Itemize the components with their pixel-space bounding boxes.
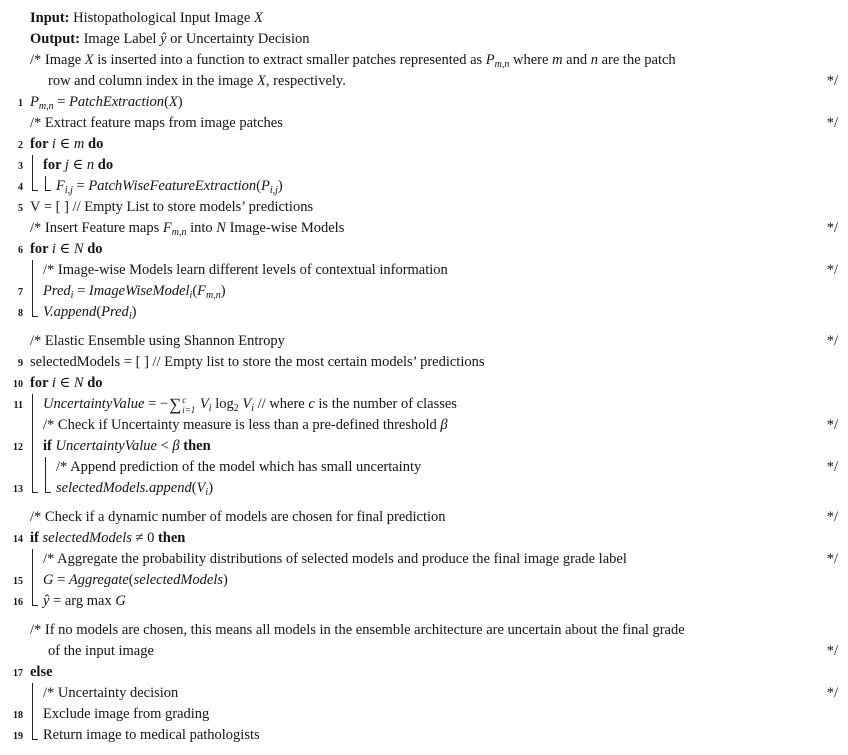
line-content bbox=[43, 725, 260, 746]
algorithm-line bbox=[4, 331, 838, 352]
summation-lower-limit: i=1 bbox=[182, 404, 196, 415]
plain-text: /* Extract feature maps from image patches bbox=[30, 115, 283, 131]
math-text: selectedModels bbox=[42, 530, 132, 546]
plain-text: /* Check if a dynamic number of models are chosen for final prediction bbox=[30, 509, 446, 525]
subscript-text: 2 bbox=[233, 403, 239, 414]
summation-limits bbox=[181, 396, 195, 416]
line-content bbox=[43, 570, 228, 591]
line-number bbox=[4, 457, 30, 478]
line-number: 16 bbox=[13, 597, 23, 608]
plain-text: ) bbox=[277, 178, 283, 194]
comment-close: */ bbox=[826, 73, 838, 89]
algorithm-line bbox=[4, 260, 838, 281]
block-end-guide bbox=[30, 478, 43, 499]
math-text: N bbox=[73, 375, 84, 391]
math-text: X bbox=[253, 10, 263, 26]
keyword-text: do bbox=[83, 241, 103, 257]
plain-text: /* Elastic Ensemble using Shannon Entropy bbox=[30, 333, 285, 349]
keyword-text: if bbox=[30, 530, 43, 546]
plain-text: = arg max bbox=[49, 593, 116, 609]
line-content bbox=[30, 352, 485, 373]
algorithm-line bbox=[4, 92, 838, 113]
math-text: X bbox=[84, 52, 94, 68]
plain-text: ∈ bbox=[55, 136, 74, 152]
line-content bbox=[43, 281, 226, 302]
line-number: 19 bbox=[13, 731, 23, 742]
subscript-text: i bbox=[189, 290, 193, 301]
block-bar-guide bbox=[30, 260, 43, 281]
keyword-text: do bbox=[84, 136, 104, 152]
plain-text: are the patch bbox=[597, 52, 676, 68]
comment-close: */ bbox=[826, 220, 838, 236]
plain-text: /* Append prediction of the model which has small uncertainty bbox=[56, 459, 422, 475]
comment-close: */ bbox=[826, 685, 838, 701]
math-text: V.append bbox=[43, 304, 97, 320]
algorithm-line bbox=[4, 704, 838, 725]
line-content bbox=[30, 50, 676, 71]
line-number: 8 bbox=[18, 308, 23, 319]
math-text: N bbox=[216, 220, 226, 236]
line-content bbox=[30, 620, 685, 641]
plain-text: log bbox=[211, 396, 234, 412]
line-number bbox=[4, 415, 30, 436]
plain-text: and bbox=[562, 52, 591, 68]
algorithm-line bbox=[4, 71, 838, 92]
math-text: N bbox=[73, 241, 84, 257]
math-text: X bbox=[257, 73, 266, 89]
plain-text: ∈ bbox=[55, 241, 74, 257]
block-bar-guide bbox=[30, 570, 43, 591]
math-text: UncertaintyValue bbox=[55, 438, 157, 454]
summation-upper-limit: c bbox=[182, 394, 187, 405]
line-content bbox=[30, 528, 185, 549]
subscript-text: m,n bbox=[38, 101, 54, 112]
algorithm-line bbox=[4, 113, 838, 134]
math-text: i bbox=[51, 241, 56, 257]
block-end-guide bbox=[43, 478, 56, 499]
plain-text: ) bbox=[220, 283, 226, 299]
algorithm-line bbox=[4, 507, 838, 528]
plain-text: = bbox=[72, 178, 89, 194]
plain-text: < bbox=[156, 438, 173, 454]
subscript-text: i bbox=[128, 311, 132, 322]
line-content bbox=[30, 29, 309, 50]
line-number bbox=[4, 331, 30, 352]
math-text: X bbox=[168, 94, 178, 110]
line-number bbox=[4, 8, 30, 29]
plain-text: ≠ 0 bbox=[131, 530, 158, 546]
math-text: PatchWiseFeatureExtraction bbox=[88, 178, 257, 194]
line-number: 1 bbox=[18, 98, 23, 109]
algorithm-line bbox=[4, 218, 838, 239]
math-text: Pred bbox=[101, 304, 129, 320]
block-bar-guide bbox=[30, 155, 43, 176]
subscript-text: i bbox=[70, 290, 74, 301]
algorithm-line bbox=[4, 528, 838, 549]
line-number: 17 bbox=[13, 668, 23, 679]
line-content bbox=[43, 260, 448, 281]
algorithm-line bbox=[4, 134, 838, 155]
line-number: 18 bbox=[13, 710, 23, 721]
sigma-glyph: ∑ bbox=[169, 395, 182, 415]
math-text: F bbox=[162, 220, 172, 236]
block-bar-guide bbox=[30, 457, 43, 478]
algorithm-line bbox=[4, 415, 838, 436]
line-number: 5 bbox=[18, 203, 23, 214]
plain-text: /* If no models are chosen, this means all models in the ensemble architecture are uncertain about the final grade bbox=[30, 622, 685, 638]
algorithm-line bbox=[4, 683, 838, 704]
line-number: 7 bbox=[18, 287, 23, 298]
math-text: ImageWiseModel bbox=[88, 283, 190, 299]
subscript-text: i bbox=[205, 487, 209, 498]
plain-text: ∈ bbox=[55, 375, 74, 391]
plain-text: Image-wise Models bbox=[225, 220, 345, 236]
keyword-text: then bbox=[157, 530, 186, 546]
plain-text: // where bbox=[253, 396, 309, 412]
keyword-text: do bbox=[83, 375, 103, 391]
algorithm-line bbox=[4, 394, 838, 415]
block-bar-guide bbox=[30, 704, 43, 725]
line-content bbox=[43, 704, 209, 725]
line-content bbox=[30, 507, 446, 528]
block-bar-guide bbox=[30, 394, 43, 415]
line-number bbox=[4, 29, 30, 50]
plain-text: /* Insert Feature maps bbox=[30, 220, 163, 236]
plain-text: ) bbox=[208, 480, 214, 496]
line-content bbox=[30, 134, 103, 155]
math-text: i bbox=[51, 375, 56, 391]
line-content bbox=[30, 71, 346, 92]
plain-text: ( bbox=[96, 304, 102, 320]
math-text: j bbox=[64, 157, 69, 173]
plain-text: /* Image bbox=[30, 52, 85, 68]
math-text: selectedModels bbox=[133, 572, 224, 588]
plain-text: /* Check if Uncertainty measure is less than a pre-defined threshold bbox=[43, 417, 441, 433]
math-text: n bbox=[590, 52, 598, 68]
algorithm-line bbox=[4, 281, 838, 302]
plain-text: = − bbox=[144, 396, 169, 412]
math-text: n bbox=[86, 157, 95, 173]
math-text: P bbox=[260, 178, 270, 194]
plain-text: is inserted into a function to extract smaller patches represented as bbox=[93, 52, 486, 68]
line-number: 13 bbox=[13, 484, 23, 495]
plain-text: = bbox=[53, 572, 69, 588]
plain-text: /* Uncertainty decision bbox=[43, 685, 179, 701]
plain-text: ( bbox=[128, 572, 134, 588]
plain-text: ( bbox=[164, 94, 169, 110]
math-text: c bbox=[308, 396, 315, 412]
line-number bbox=[4, 113, 30, 134]
algorithm-line bbox=[4, 8, 838, 29]
math-text: ŷ bbox=[43, 593, 50, 609]
comment-close: */ bbox=[826, 643, 838, 659]
subscript-text: i,j bbox=[269, 185, 278, 196]
math-text: PatchExtraction bbox=[69, 94, 165, 110]
algorithm-line bbox=[4, 197, 838, 218]
algorithm-line bbox=[4, 436, 838, 457]
subscript-text: m,n bbox=[206, 290, 221, 301]
block-end-guide bbox=[30, 302, 43, 323]
line-number bbox=[4, 71, 30, 92]
keyword-text: for bbox=[30, 375, 52, 391]
keyword-text: Output: bbox=[30, 31, 84, 47]
line-content bbox=[43, 436, 211, 457]
plain-text: /* Image-wise Models learn different levels of contextual information bbox=[43, 262, 448, 278]
line-content bbox=[43, 394, 457, 415]
block-bar-guide bbox=[30, 415, 43, 436]
plain-text: row and column index in the image bbox=[48, 73, 257, 89]
line-content bbox=[56, 457, 421, 478]
plain-text: ( bbox=[192, 283, 198, 299]
subscript-text: i,j bbox=[64, 185, 73, 196]
line-content bbox=[56, 176, 283, 197]
plain-text: or Uncertainty Decision bbox=[166, 31, 310, 47]
subscript-text: m,n bbox=[494, 59, 510, 70]
subscript-text: i bbox=[208, 403, 212, 414]
comment-close: */ bbox=[826, 417, 838, 433]
block-bar-guide bbox=[43, 457, 56, 478]
line-content bbox=[43, 683, 178, 704]
algorithm-line bbox=[4, 50, 838, 71]
line-number: 10 bbox=[13, 379, 23, 390]
keyword-text: Input: bbox=[30, 10, 74, 26]
math-text: G bbox=[115, 593, 126, 609]
plain-text: Histopathological Input Image bbox=[73, 10, 254, 26]
math-text: m bbox=[552, 52, 563, 68]
math-text: m bbox=[73, 136, 85, 152]
math-text: F bbox=[197, 283, 207, 299]
subscript-text: i bbox=[251, 403, 254, 414]
line-content bbox=[56, 478, 213, 499]
line-number: 12 bbox=[13, 442, 23, 453]
line-number bbox=[4, 620, 30, 641]
plain-text: V = [ ] // Empty List to store models’ predictions bbox=[30, 199, 314, 215]
line-number bbox=[4, 641, 30, 662]
line-number bbox=[4, 507, 30, 528]
plain-text: ( bbox=[256, 178, 261, 194]
plain-text: Exclude image from grading bbox=[43, 706, 210, 722]
comment-close: */ bbox=[826, 115, 838, 131]
line-content bbox=[30, 641, 154, 662]
line-number: 2 bbox=[18, 140, 23, 151]
line-number: 3 bbox=[18, 161, 23, 172]
plain-text: selectedModels = [ ] // Empty list to store the most certain models’ predictions bbox=[30, 354, 485, 370]
math-text: F bbox=[56, 178, 65, 194]
line-number: 9 bbox=[18, 358, 23, 369]
math-text: UncertaintyValue bbox=[43, 396, 145, 412]
math-text: selectedModels.append bbox=[56, 480, 192, 496]
algorithm-line bbox=[4, 549, 838, 570]
math-text: G bbox=[43, 572, 54, 588]
keyword-text: if bbox=[43, 438, 56, 454]
line-content bbox=[30, 239, 103, 260]
line-content bbox=[43, 415, 448, 436]
keyword-text: for bbox=[30, 241, 52, 257]
algorithm-line bbox=[4, 176, 838, 197]
plain-text: = bbox=[73, 283, 89, 299]
line-number: 14 bbox=[13, 534, 23, 545]
line-number bbox=[4, 260, 30, 281]
block-end-guide bbox=[30, 725, 43, 746]
math-text: Pred bbox=[43, 283, 71, 299]
line-content bbox=[43, 155, 113, 176]
line-content bbox=[30, 197, 313, 218]
plain-text: ) bbox=[177, 94, 183, 110]
line-content bbox=[30, 331, 285, 352]
plain-text: = bbox=[53, 94, 70, 110]
plain-text: is the number of classes bbox=[314, 396, 457, 412]
math-text: V bbox=[199, 396, 209, 412]
line-number bbox=[4, 218, 30, 239]
algorithm-line bbox=[4, 478, 838, 499]
math-text: β bbox=[440, 417, 448, 433]
line-content bbox=[43, 549, 627, 570]
block-bar-guide bbox=[30, 281, 43, 302]
algorithm-line bbox=[4, 570, 838, 591]
algorithm-line bbox=[4, 591, 838, 612]
plain-text: Image Label bbox=[83, 31, 161, 47]
line-content bbox=[30, 662, 53, 683]
plain-text: /* Aggregate the probability distributions of selected models and produce the final image grade label bbox=[43, 551, 627, 567]
block-end-guide bbox=[30, 591, 43, 612]
algorithm-line bbox=[4, 302, 838, 323]
plain-text: Return image to medical pathologists bbox=[43, 727, 260, 743]
math-text: i bbox=[51, 136, 56, 152]
line-content bbox=[30, 8, 263, 29]
line-content bbox=[30, 218, 344, 239]
line-content bbox=[43, 591, 126, 612]
keyword-text: then bbox=[179, 438, 211, 454]
line-number bbox=[4, 549, 30, 570]
math-text: ŷ bbox=[160, 31, 167, 47]
line-number: 4 bbox=[18, 182, 23, 193]
plain-text: , respectively. bbox=[265, 73, 346, 89]
algorithm-line bbox=[4, 352, 838, 373]
algorithm-line bbox=[4, 29, 838, 50]
block-bar-guide bbox=[30, 549, 43, 570]
comment-close: */ bbox=[826, 459, 838, 475]
subscript-text: m,n bbox=[171, 227, 187, 238]
line-number bbox=[4, 683, 30, 704]
math-text: V bbox=[196, 480, 206, 496]
algorithm-line bbox=[4, 662, 838, 683]
math-text: P bbox=[485, 52, 495, 68]
comment-close: */ bbox=[826, 333, 838, 349]
algorithm-line bbox=[4, 373, 838, 394]
line-number: 11 bbox=[13, 400, 23, 411]
algorithm-line bbox=[4, 155, 838, 176]
comment-close: */ bbox=[826, 551, 838, 567]
line-content bbox=[30, 92, 183, 113]
algorithm-line bbox=[4, 457, 838, 478]
line-content bbox=[30, 373, 103, 394]
algorithm-line bbox=[4, 725, 838, 746]
keyword-text: do bbox=[94, 157, 114, 173]
line-content bbox=[43, 302, 136, 323]
line-content bbox=[30, 113, 283, 134]
keyword-text: for bbox=[30, 136, 52, 152]
comment-close: */ bbox=[826, 509, 838, 525]
algorithm-line bbox=[4, 239, 838, 260]
keyword-text: else bbox=[30, 664, 53, 680]
plain-text: ( bbox=[191, 480, 197, 496]
summation-symbol bbox=[169, 395, 195, 415]
algorithm-line bbox=[4, 620, 838, 641]
block-bar-guide bbox=[30, 436, 43, 457]
math-text: P bbox=[30, 94, 39, 110]
line-number: 6 bbox=[18, 245, 23, 256]
plain-text: into bbox=[186, 220, 217, 236]
line-number bbox=[4, 50, 30, 71]
algorithm-line bbox=[4, 641, 838, 662]
block-bar-guide bbox=[30, 683, 43, 704]
math-text: Aggregate bbox=[68, 572, 129, 588]
line-number: 15 bbox=[13, 576, 23, 587]
plain-text: ) bbox=[131, 304, 137, 320]
math-text: β bbox=[172, 438, 180, 454]
block-end-guide bbox=[43, 176, 56, 197]
plain-text: ∈ bbox=[68, 157, 87, 173]
plain-text: ) bbox=[223, 572, 228, 588]
keyword-text: for bbox=[43, 157, 65, 173]
plain-text: where bbox=[509, 52, 553, 68]
plain-text: of the input image bbox=[48, 643, 154, 659]
math-text: V bbox=[242, 396, 252, 412]
comment-close: */ bbox=[826, 262, 838, 278]
block-end-guide bbox=[30, 176, 43, 197]
